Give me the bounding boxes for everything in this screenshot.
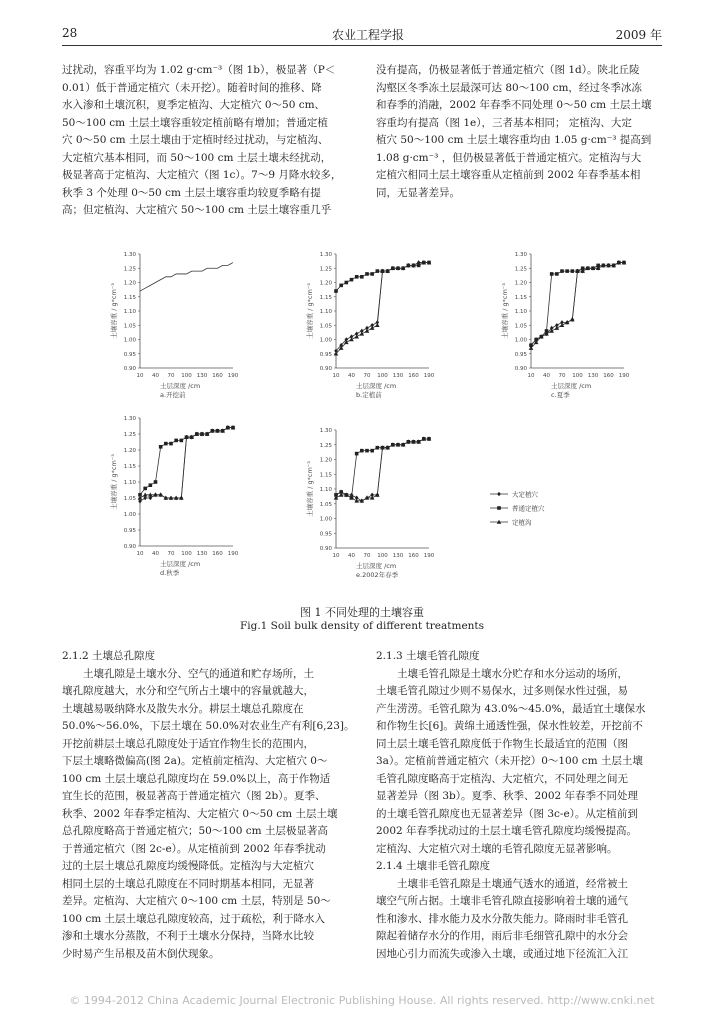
- legend-label: 大定植穴: [512, 490, 538, 499]
- y-tick-label: 1.10: [319, 487, 332, 493]
- y-tick-label: 1.10: [319, 309, 332, 315]
- text-line: 100 cm 土层土壤总孔隙度均在 59.0%以上，高于作物适: [62, 772, 331, 785]
- y-tick-label: 1.15: [514, 294, 527, 301]
- bottom-left-column: [62, 648, 358, 963]
- y-tick-label: 1.30: [123, 416, 136, 422]
- y-axis-label: 土壤容重 / g*cm⁻³: [306, 283, 314, 339]
- x-tick-label: 190: [227, 373, 239, 379]
- x-tick-label: 10: [332, 373, 340, 379]
- text-line: 秋季 3 个处理 0～50 cm 土层土壤容重均较夏季略有提: [62, 186, 321, 199]
- copyright-footer: © 1994-2012 China Academic Journal Electronic Publishing House. All rights reserved. http://www.cnki.net: [69, 994, 655, 1007]
- x-tick-label: 130: [196, 373, 208, 379]
- data-point: [355, 275, 359, 279]
- text-line: 差异。定植沟、大定植穴 0～100 cm 土层，特别是 50～: [62, 895, 331, 907]
- x-tick-label: 190: [423, 553, 435, 559]
- text-line: 因地心引力而流失或渗入土壤，或通过地下径流汇入江: [376, 947, 628, 960]
- data-point: [497, 492, 501, 497]
- y-tick-label: 1.00: [319, 516, 332, 523]
- y-tick-label: 1.30: [514, 252, 527, 258]
- x-tick-label: 70: [363, 553, 371, 559]
- text-line: 水入渗和土壤沉积，夏季定植沟、大定植穴 0～50 cm、: [62, 99, 326, 111]
- data-point: [571, 269, 575, 273]
- y-tick-label: 1.30: [319, 428, 332, 434]
- y-tick-label: 1.25: [319, 442, 332, 449]
- x-tick-label: 190: [423, 373, 435, 379]
- x-tick-label: 160: [408, 553, 419, 559]
- y-tick-label: 1.05: [319, 323, 332, 330]
- y-tick-label: 1.15: [123, 464, 136, 470]
- text-line: 过的土层土壤总孔隙度均缓慢降低。定植沟与大定植穴: [62, 860, 314, 872]
- x-tick-label: 40: [348, 553, 355, 559]
- text-line: 和作物生长[6]。黄绵土通透性强，保水性较差，开挖前不: [376, 720, 643, 732]
- y-tick-label: 0.90: [123, 366, 136, 372]
- x-tick-label: 160: [603, 373, 614, 379]
- y-tick-label: 1.30: [123, 252, 136, 258]
- y-tick-label: 1.20: [319, 457, 332, 464]
- data-point: [159, 445, 163, 449]
- x-tick-label: 40: [152, 373, 159, 379]
- data-point: [555, 272, 559, 276]
- text-line: 100 cm 土层土壤总孔隙度较高，过于疏松，利于降水入: [62, 912, 326, 925]
- data-point: [355, 452, 359, 456]
- x-tick-label: 130: [392, 553, 404, 559]
- text-line: 3a）。定植前普通定植穴（未开挖）0～100 cm 土层土壤: [376, 755, 643, 767]
- y-tick-label: 1.20: [123, 280, 136, 287]
- series-line-1: [140, 263, 233, 292]
- text-line: 隙起着储存水分的作用，雨后非毛细管孔隙中的水分会: [376, 930, 628, 942]
- y-tick-label: 1.20: [319, 280, 332, 287]
- page-number: 28: [62, 26, 78, 40]
- text-line: 秋季、2002 年春季定植沟、大定植穴 0～50 cm 土层土壤: [62, 807, 338, 820]
- data-point: [365, 449, 369, 453]
- y-tick-label: 1.20: [514, 280, 527, 287]
- panel-label: e.2002年春季: [356, 571, 399, 579]
- text-line: 0.01）低于普通定植穴（未开挖）。随着时间的推移、降: [62, 81, 322, 94]
- y-tick-label: 1.05: [514, 323, 527, 330]
- text-line: 少时易产生吊根及苗木倒伏现象。: [62, 947, 220, 960]
- text-line: 容重均有提高（图 1e），三者基本相同； 定植沟、大定: [376, 116, 632, 129]
- y-tick-label: 0.95: [514, 351, 527, 358]
- x-tick-label: 130: [196, 551, 208, 557]
- x-tick-label: 10: [136, 551, 144, 557]
- text-line: 下层土壤略微偏高(图 2a)。定植前定植沟、大定植穴 0～: [62, 755, 328, 767]
- series-line-1: [336, 263, 429, 351]
- data-point: [174, 439, 178, 443]
- text-line: 没有提高，仍极显著低于普通定植穴（图 1d）。陕北丘陵: [376, 64, 640, 76]
- data-point: [497, 506, 501, 510]
- data-point: [365, 272, 369, 276]
- section-heading: 2.1.3 土壤毛管孔隙度: [376, 650, 480, 662]
- text-line: 的土壤毛管孔隙度也无显著差异（图 3c-e）。从定植前到: [376, 807, 638, 820]
- text-line: 土壤越易吸纳降水及散失水分。耕层土壤总孔隙度在: [62, 702, 304, 715]
- bottom-right-column: [376, 648, 664, 963]
- text-line: 显著差异（图 3b）。夏季、秋季、2002 年春季不同处理: [376, 790, 639, 802]
- header-year: 2009 年: [615, 28, 662, 42]
- y-tick-label: 0.90: [319, 366, 332, 372]
- data-point: [344, 340, 349, 344]
- y-axis-label: 土壤容重 / g*cm⁻³: [110, 454, 118, 510]
- x-axis-label: 土层深度 /cm: [551, 382, 592, 390]
- x-tick-label: 160: [408, 373, 419, 379]
- data-point: [376, 269, 380, 273]
- x-tick-label: 10: [332, 553, 340, 559]
- data-point: [169, 442, 173, 446]
- figure-caption-en: Fig.1 Soil bulk density of different treatments: [239, 620, 485, 632]
- y-tick-label: 1.05: [123, 323, 136, 330]
- panel-label: c.夏季: [551, 391, 570, 399]
- text-line: 总孔隙度略高于普通定植穴；50～100 cm 土层极显著高: [62, 825, 328, 837]
- x-axis-label: 土层深度 /cm: [356, 562, 397, 570]
- data-point: [560, 269, 564, 273]
- x-tick-label: 10: [527, 373, 535, 379]
- x-tick-label: 100: [181, 373, 192, 379]
- text-line: 过扰动，容重平均为 1.02 g·cm⁻³（图 1b），极显著（P＜: [62, 64, 336, 76]
- y-tick-label: 1.10: [514, 309, 527, 315]
- x-axis-label: 土层深度 /cm: [160, 560, 201, 568]
- journal-name: 农业工程学报: [332, 28, 405, 42]
- data-point: [370, 449, 374, 453]
- text-line: 壤孔隙度越大，水分和空气所占土壤中的容量就越大，: [62, 685, 314, 697]
- y-axis-label: 土壤容重 / g*cm⁻³: [501, 283, 509, 339]
- y-tick-label: 1.25: [123, 266, 136, 273]
- data-point: [149, 483, 153, 487]
- panel-label: d.秋季: [160, 569, 180, 577]
- x-tick-label: 40: [348, 373, 355, 379]
- text-line: 宜生长的范围，极显著高于普通定植穴（图 2b）。夏季、: [62, 790, 326, 802]
- y-axis-label: 土壤容重 / g*cm⁻³: [110, 283, 118, 339]
- data-point: [570, 317, 575, 321]
- y-tick-label: 1.10: [123, 480, 136, 486]
- data-point: [360, 449, 364, 453]
- data-point: [549, 329, 554, 333]
- y-tick-label: 1.00: [514, 337, 527, 344]
- y-axis-label: 土壤容重 / g*cm⁻³: [306, 461, 314, 517]
- y-tick-label: 1.00: [123, 512, 136, 518]
- text-line: 极显著高于定植沟、大定植穴（图 1c）。7～9 月降水较多，: [62, 169, 342, 181]
- text-line: 沟壑区冬季冻土层最深可达 80～100 cm，经过冬季冰冻: [376, 81, 642, 94]
- y-tick-label: 0.95: [319, 351, 332, 358]
- data-point: [180, 439, 184, 443]
- data-point: [376, 446, 380, 450]
- y-tick-label: 1.15: [123, 294, 136, 301]
- text-line: 50～100 cm 土层土壤容重较定植前略有增加；普通定植: [62, 116, 328, 129]
- data-point: [550, 272, 554, 276]
- x-tick-label: 130: [587, 373, 599, 379]
- text-line: 渗和土壤水分蒸散，不利于土壤水分保持，当降水比较: [62, 930, 314, 942]
- text-line: 土壤孔隙是土壤水分、空气的通道和贮存场所，土: [83, 667, 314, 680]
- x-tick-label: 40: [543, 373, 550, 379]
- text-line: 高；但定植沟、大定植穴 50～100 cm 土层土壤容重几乎: [62, 204, 332, 216]
- x-tick-label: 70: [558, 373, 566, 379]
- y-tick-label: 1.00: [319, 337, 332, 344]
- y-tick-label: 1.00: [123, 337, 136, 344]
- text-line: 2002 年春季扰动过的土层土壤毛管孔隙度均缓慢提高。: [376, 825, 638, 837]
- text-line: 相同土层的土壤总孔隙度在不同时期基本相同，无显著: [62, 877, 314, 890]
- text-line: 同土层土壤毛管孔隙度低于作物生长最适宜的范围（图: [376, 737, 628, 750]
- x-tick-label: 160: [212, 373, 223, 379]
- text-line: 大定植穴基本相同，而 50～100 cm 土层土壤未经扰动，: [62, 151, 332, 164]
- y-tick-label: 1.30: [319, 252, 332, 258]
- text-line: 性和渗水、排水能力及水分散失能力。降雨时非毛管孔: [376, 912, 628, 925]
- y-tick-label: 1.05: [123, 496, 136, 502]
- text-line: 土壤非毛管孔隙是土壤通气透水的通道，经常被土: [397, 877, 628, 890]
- x-tick-label: 70: [363, 373, 371, 379]
- y-tick-label: 0.90: [514, 366, 527, 372]
- data-point: [360, 275, 364, 279]
- x-tick-label: 190: [618, 373, 630, 379]
- y-tick-label: 0.95: [319, 531, 332, 538]
- legend-label: 定植沟: [512, 518, 532, 527]
- text-line: 植穴 50～100 cm 土层土壤容重均由 1.05 g·cm⁻³ 提高到: [376, 134, 652, 146]
- panel-label: b.定植前: [356, 391, 382, 399]
- x-tick-label: 40: [152, 551, 159, 557]
- data-point: [345, 281, 349, 285]
- text-line: 穴 0～50 cm 土层土壤由于定植时经过扰动，与定植沟、: [62, 134, 329, 146]
- text-line: 毛管孔隙度略高于定植沟、大定植穴，不同处理之间无: [376, 772, 628, 785]
- x-axis-label: 土层深度 /cm: [356, 382, 397, 390]
- section-heading: 2.1.4 土壤非毛管孔隙度: [376, 860, 491, 872]
- figure-caption-cn: 图 1 不同处理的土壤容重: [300, 606, 424, 619]
- y-tick-label: 0.90: [123, 544, 136, 550]
- y-tick-label: 1.15: [319, 472, 332, 479]
- series-line-2: [531, 263, 624, 346]
- y-tick-label: 1.25: [123, 432, 136, 438]
- x-tick-label: 100: [377, 553, 388, 559]
- y-tick-label: 1.25: [514, 266, 527, 273]
- y-tick-label: 0.90: [319, 546, 332, 552]
- data-point: [339, 284, 343, 288]
- section-heading: 2.1.2 土壤总孔隙度: [62, 650, 156, 662]
- y-tick-label: 1.25: [319, 266, 332, 273]
- data-point: [370, 272, 374, 276]
- text-line: 和春季的消融，2002 年春季不同处理 0～50 cm 土层土壤: [376, 99, 652, 111]
- y-tick-label: 1.10: [123, 309, 136, 315]
- x-tick-label: 100: [377, 373, 388, 379]
- text-line: 壤空气所占据。土壤非毛管孔隙直接影响着土壤的通气: [376, 895, 628, 907]
- y-tick-label: 1.05: [319, 501, 332, 508]
- x-tick-label: 190: [227, 551, 239, 557]
- x-tick-label: 100: [572, 373, 583, 379]
- text-line: 土壤毛管孔隙过少则不易保水，过多则保水性过强，易: [376, 685, 628, 697]
- x-tick-label: 70: [167, 551, 175, 557]
- x-tick-label: 160: [212, 551, 223, 557]
- x-tick-label: 100: [181, 551, 192, 557]
- y-tick-label: 1.20: [123, 448, 136, 454]
- text-line: 50.0%～56.0%，下层土壤在 50.0%对农业生产有利[6,23]。: [62, 720, 355, 732]
- text-line: 定植穴相同土层土壤容重从定植前到 2002 年春季基本相: [376, 169, 641, 181]
- x-tick-label: 130: [392, 373, 404, 379]
- data-point: [164, 442, 168, 446]
- x-axis-label: 土层深度 /cm: [160, 382, 201, 390]
- y-tick-label: 0.95: [123, 351, 136, 358]
- data-point: [334, 289, 338, 293]
- y-tick-label: 1.15: [319, 294, 332, 301]
- panel-label: a.开挖前: [160, 391, 186, 399]
- y-tick-label: 0.95: [123, 528, 136, 534]
- text-line: 土壤毛管孔隙是土壤水分贮存和水分运动的场所，: [397, 667, 628, 680]
- data-point: [350, 278, 354, 282]
- data-point: [143, 487, 147, 491]
- data-point: [154, 480, 158, 484]
- data-point: [565, 269, 569, 273]
- x-tick-label: 10: [136, 373, 144, 379]
- text-line: 于普通定植穴（图 2c-e）。从定植前到 2002 年春季扰动: [62, 842, 326, 855]
- x-tick-label: 70: [167, 373, 175, 379]
- text-line: 产生涝涝。毛管孔隙为 43.0%～45.0%，最适宜土壤保水: [376, 702, 646, 715]
- text-line: 定植沟、大定植穴对土壤的毛管孔隙度无显著影响。: [376, 842, 618, 855]
- text-line: 同，无显著差异。: [376, 186, 460, 199]
- legend-label: 普通定植穴: [512, 504, 545, 513]
- text-line: 1.08 g·cm⁻³ ，但仍极显著低于普通定植穴。定植沟与大: [376, 151, 642, 164]
- text-line: 开挖前耕层土壤总孔隙度处于适宜作物生长的范围内，: [62, 737, 314, 750]
